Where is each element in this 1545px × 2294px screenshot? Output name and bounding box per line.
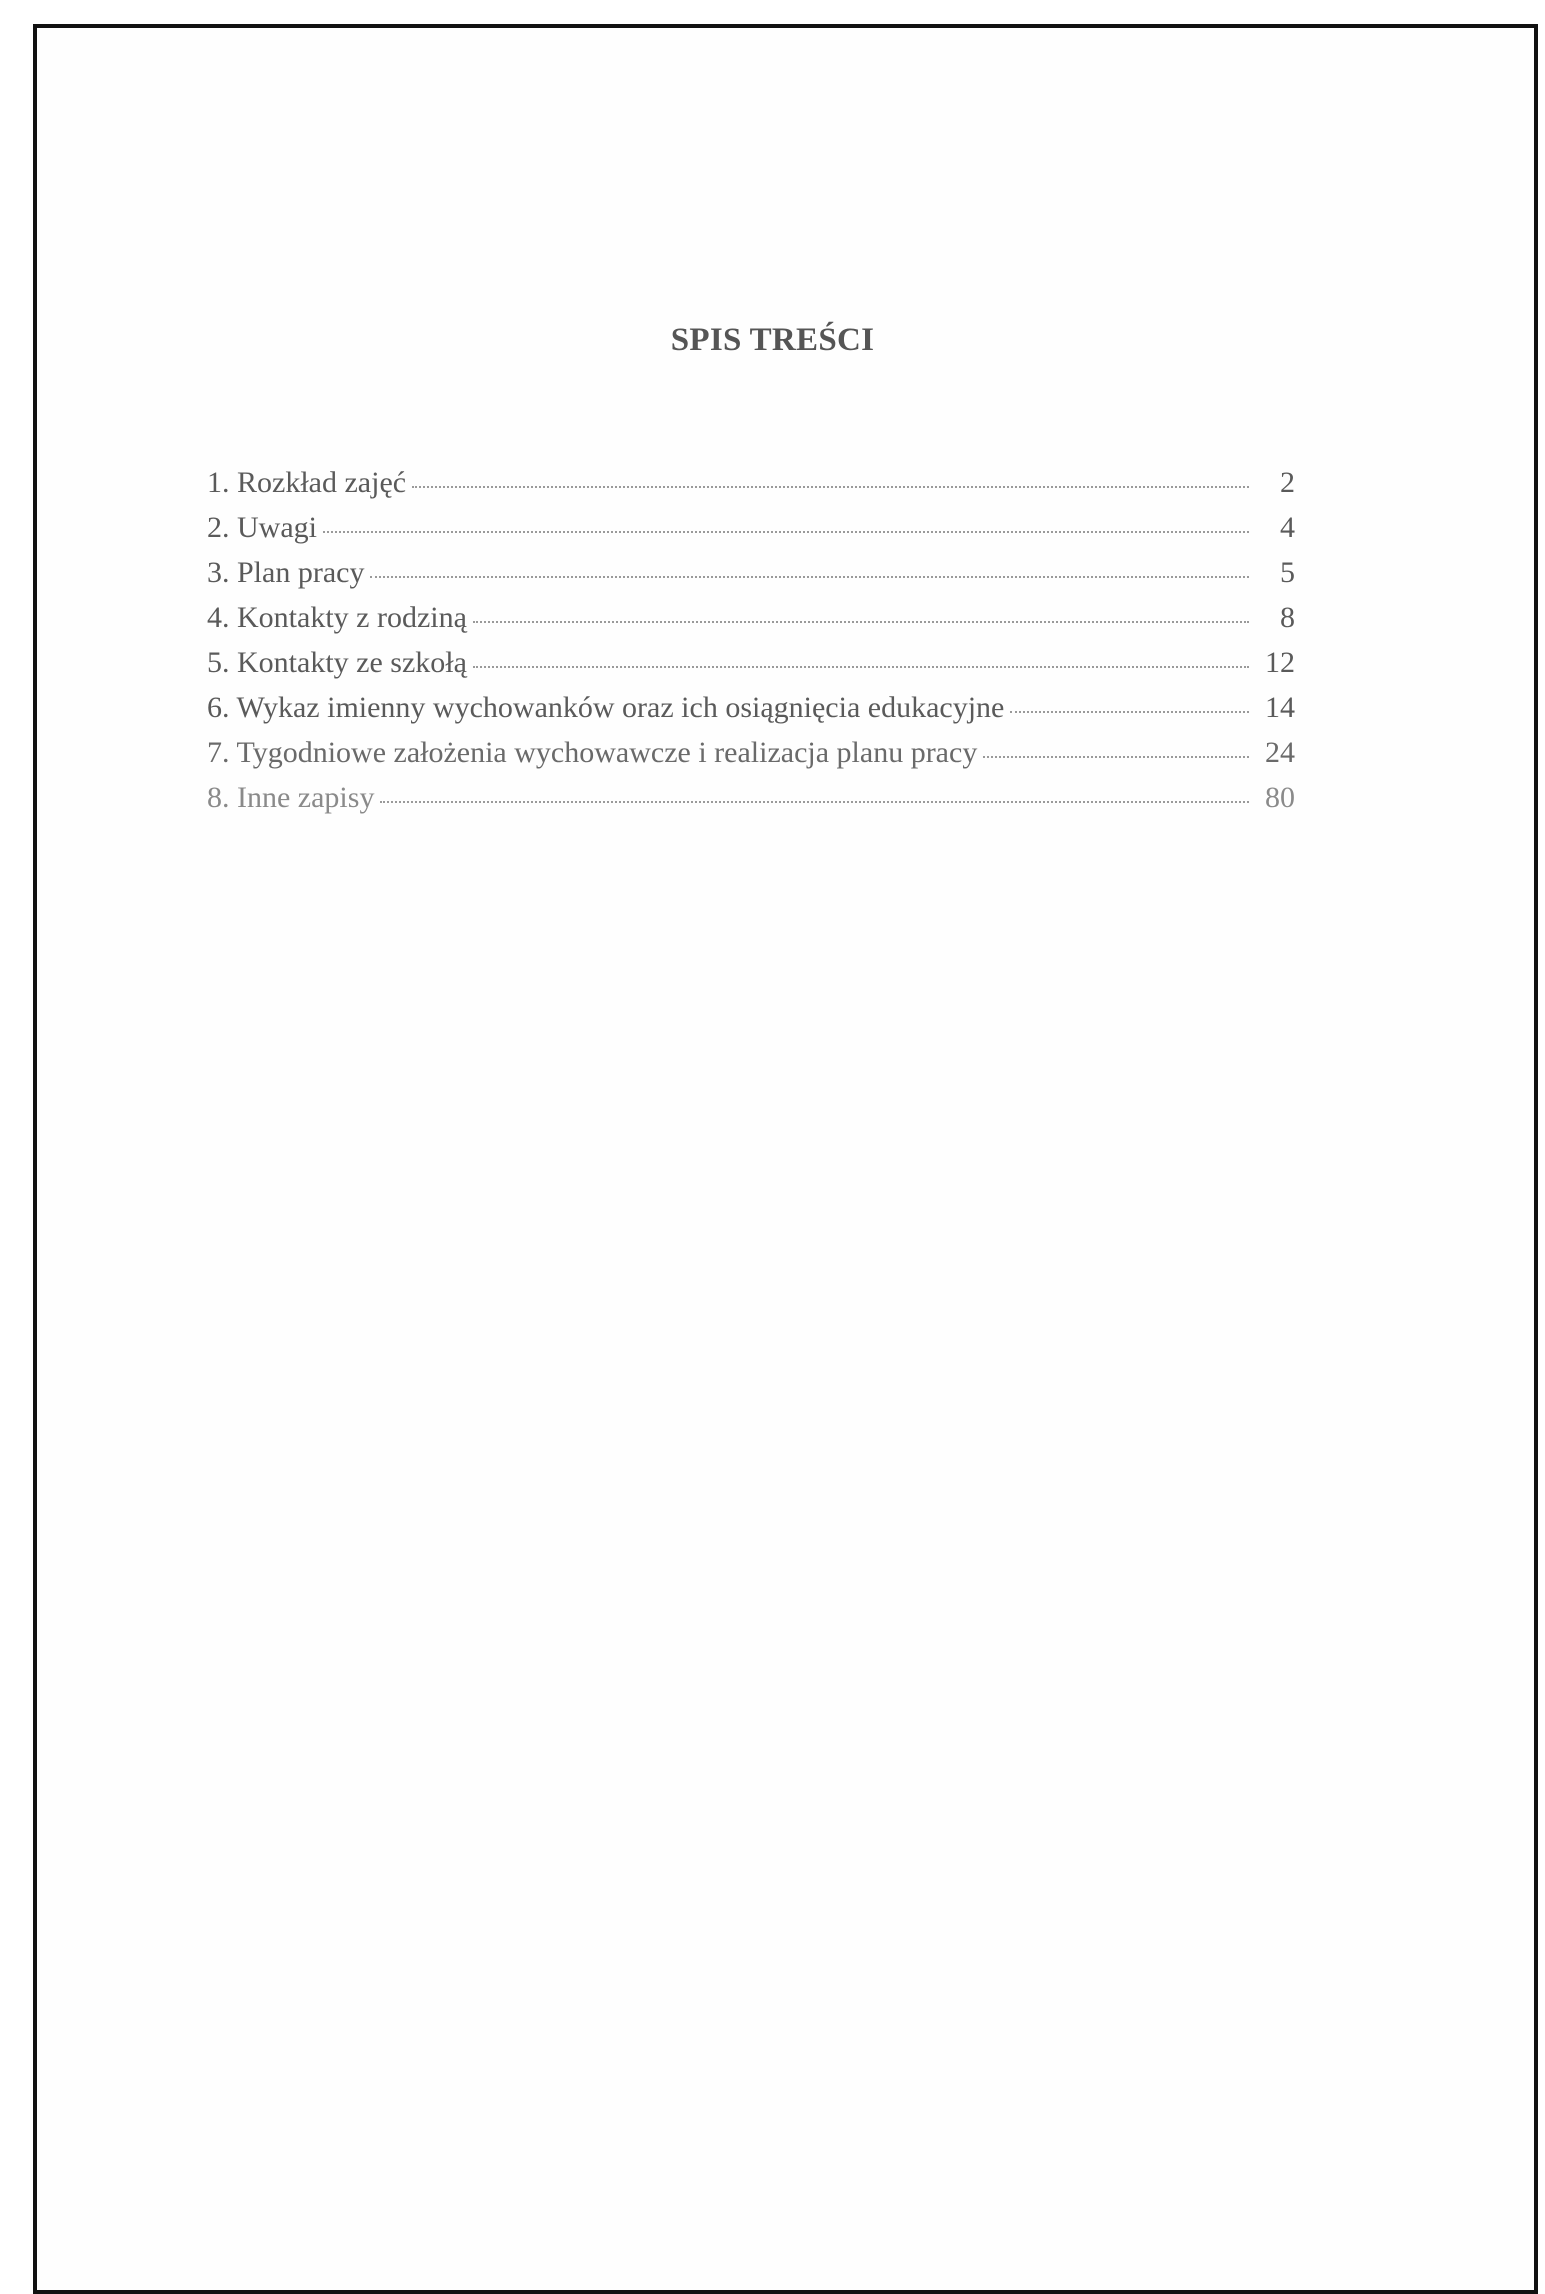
toc-entry-page: 80 — [1265, 781, 1295, 814]
toc-entry-label: 4. Kontakty z rodziną — [207, 601, 467, 634]
toc-entry — [207, 511, 1295, 556]
toc-title: SPIS TREŚCI — [670, 322, 875, 358]
toc-entry-label: 7. Tygodniowe założenia wychowawcze i realizacja planu pracy — [207, 736, 978, 769]
dot-leader — [473, 666, 1249, 668]
toc-entry — [207, 736, 1295, 781]
toc-entry — [207, 466, 1295, 511]
dot-leader — [370, 576, 1249, 578]
toc-entry-label: 5. Kontakty ze szkołą — [207, 646, 467, 679]
toc-entry-page: 14 — [1265, 691, 1295, 724]
toc-entry-page: 8 — [1280, 601, 1295, 634]
page-frame — [33, 24, 1538, 2294]
toc-entry — [207, 691, 1295, 736]
toc-entry-label: 1. Rozkład zajęć — [207, 466, 407, 499]
toc-entry-label: 3. Plan pracy — [207, 556, 365, 589]
dot-leader — [412, 486, 1249, 488]
dot-leader — [323, 531, 1249, 533]
toc-entry — [207, 556, 1295, 601]
toc-entry-page: 4 — [1280, 511, 1295, 544]
toc-entry-page: 2 — [1280, 466, 1295, 499]
dot-leader — [1010, 711, 1249, 713]
toc-entry-label: 2. Uwagi — [207, 511, 317, 544]
toc-entry-page: 12 — [1265, 646, 1295, 679]
toc-entry-page: 5 — [1280, 556, 1295, 589]
table-of-contents — [207, 466, 1295, 826]
toc-entry-page: 24 — [1265, 736, 1295, 769]
dot-leader — [380, 801, 1249, 803]
toc-entry-label: 8. Inne zapisy — [207, 781, 375, 814]
dot-leader — [473, 621, 1249, 623]
dot-leader — [983, 756, 1249, 758]
toc-entry — [207, 601, 1295, 646]
toc-entry — [207, 781, 1295, 826]
toc-entry-label: 6. Wykaz imienny wychowanków oraz ich osiągnięcia edukacyjne — [207, 691, 1005, 724]
toc-entry — [207, 646, 1295, 691]
